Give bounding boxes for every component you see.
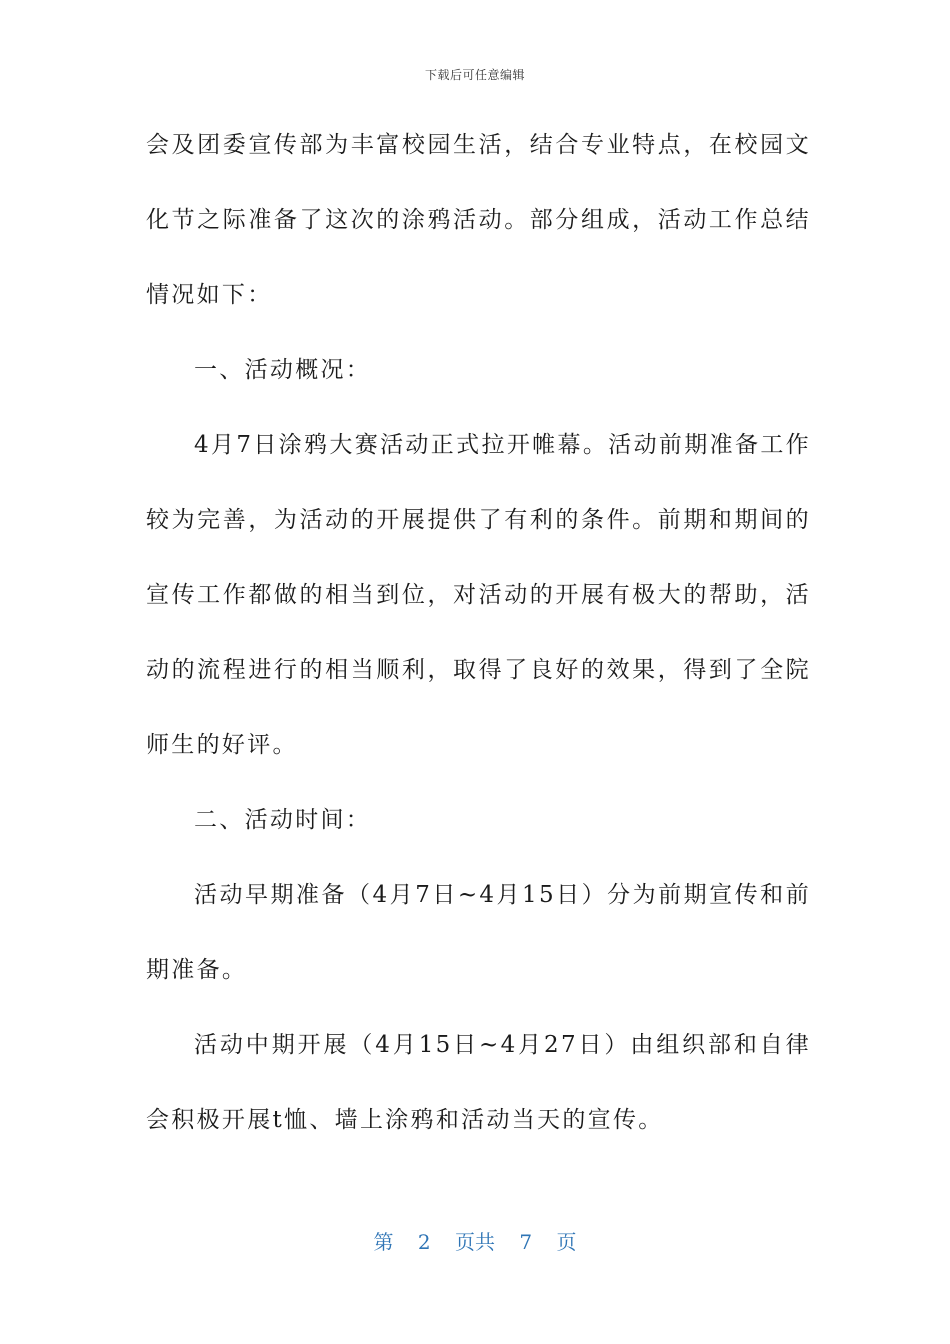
- section-heading-overview: 一、活动概况：: [194, 357, 372, 383]
- paragraph-mid-phase: 活动中期开展（4月15日~4月27日）由组织部和自律会积极开展t恤、墙上涂鸦和活动当天的宣传。: [146, 1032, 811, 1133]
- page-footer: [0, 1226, 950, 1255]
- paragraph-overview: 4月7日涂鸦大赛活动正式拉开帷幕。活动前期准备工作较为完善，为活动的开展提供了有利的条件。前期和期间的宣传工作都做的相当到位，对活动的开展有极大的帮助，活动的流程进行的相当顺利，取得了良好的效果，得到了全院师生的好评。: [146, 432, 811, 758]
- footer-prefix: 第: [373, 1230, 394, 1254]
- section-heading-time: 二、活动时间：: [194, 807, 372, 833]
- paragraph-intro: 会及团委宣传部为丰富校园生活，结合专业特点，在校园文化节之际准备了这次的涂鸦活动。部分组成，活动工作总结情况如下：: [146, 132, 811, 308]
- paragraph-early-prep: 活动早期准备（4月7日~4月15日）分为前期宣传和前期准备。: [146, 882, 811, 983]
- footer-middle: 页共: [455, 1230, 495, 1254]
- page-header-note: 下载后可任意编辑: [424, 68, 525, 82]
- footer-total-pages: 7: [519, 1230, 533, 1254]
- footer-current-page: 2: [417, 1230, 431, 1254]
- footer-suffix: 页: [556, 1230, 577, 1254]
